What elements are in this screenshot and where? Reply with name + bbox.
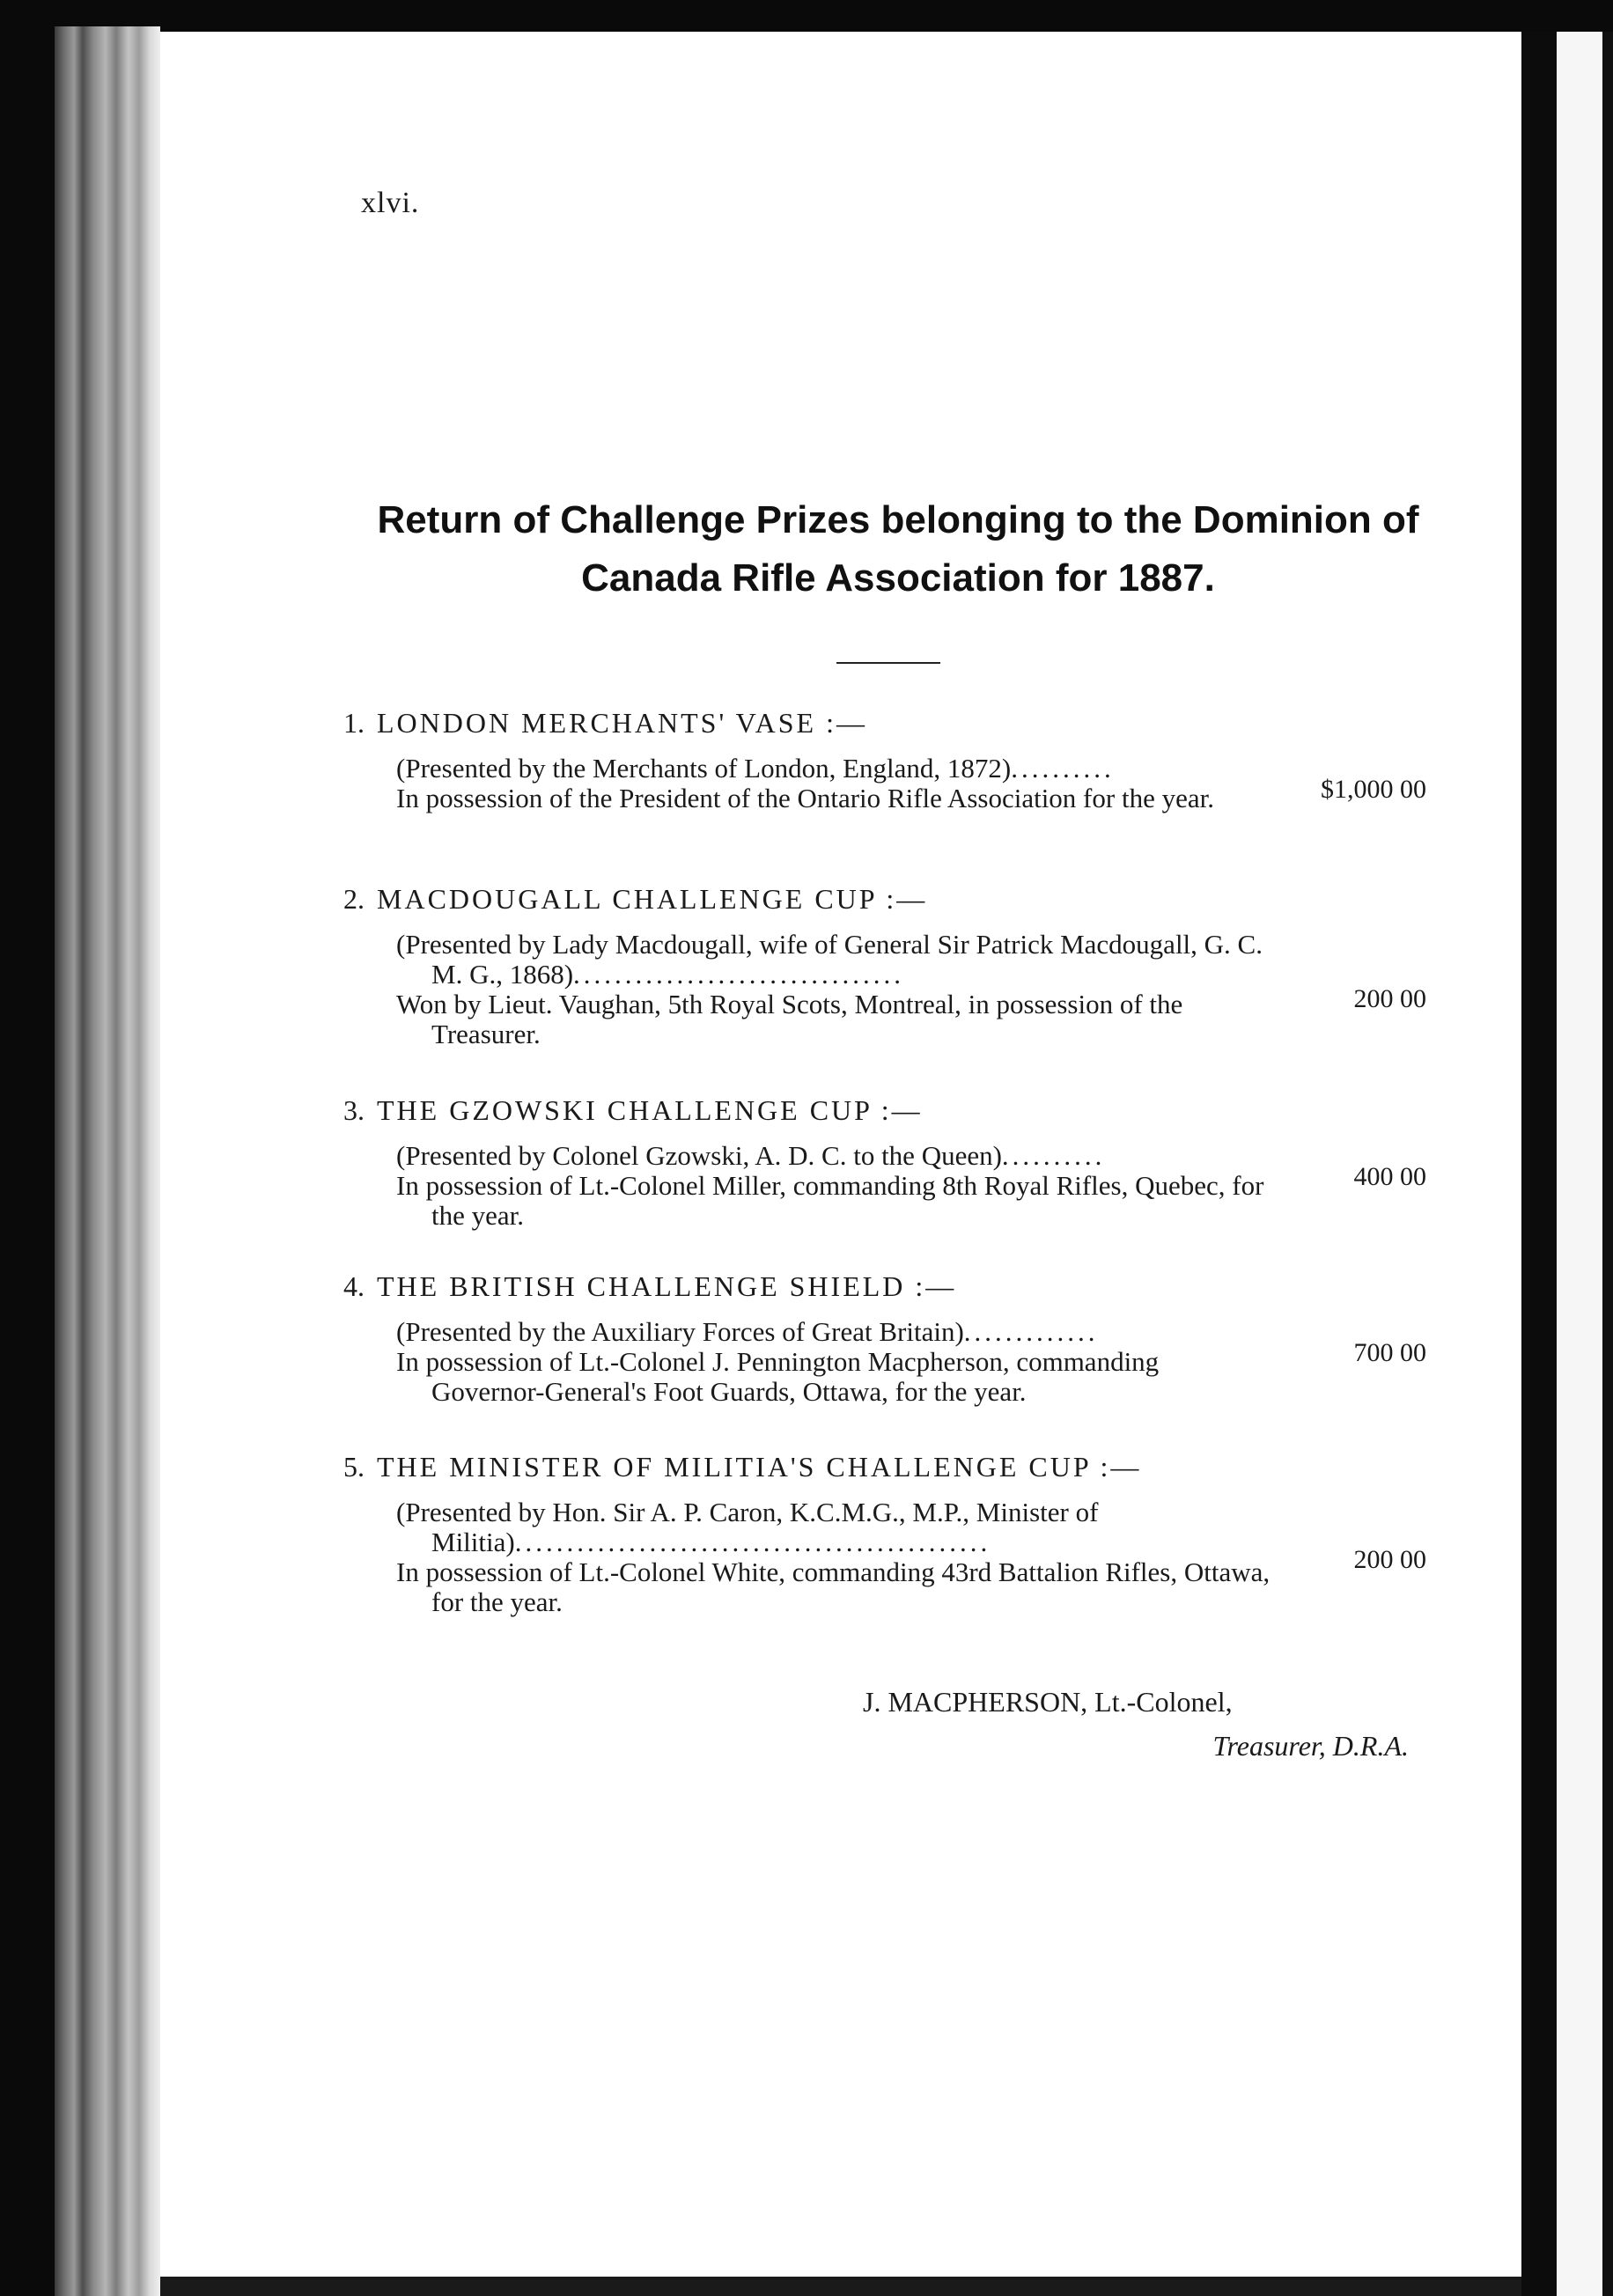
prize-entry: [343, 880, 1426, 1049]
prize-number: 1.: [343, 707, 365, 739]
prize-entry: [343, 1092, 1426, 1231]
prize-name: THE GZOWSKI CHALLENGE CUP :—: [377, 1094, 923, 1126]
leader-dots: ..........: [1011, 753, 1115, 784]
prize-value: $1,000 00: [1321, 775, 1426, 804]
leader-dots: .............: [963, 1316, 1099, 1347]
title-line-2: Canada Rifle Association for 1887.: [581, 556, 1215, 600]
book-spine-page-edges: [55, 26, 160, 2296]
scan-bottom-border: [160, 2277, 1521, 2296]
scan-left-border: [0, 0, 55, 2296]
signatory-title: Treasurer, D.R.A.: [1212, 1730, 1409, 1762]
prize-entry: [343, 1268, 1426, 1407]
prize-details: [396, 1498, 1277, 1617]
prize-value: 200 00: [1353, 1545, 1426, 1574]
signatory-name: J. MACPHERSON, Lt.-Colonel,: [863, 1686, 1233, 1718]
prize-presented-by: (Presented by Hon. Sir A. P. Caron, K.C.M.G., M.P., Minister of Militia)..............................................: [396, 1497, 1099, 1557]
scan-right-border: [1521, 32, 1557, 2296]
page-number: xlvi.: [361, 187, 420, 219]
prize-name: THE BRITISH CHALLENGE SHIELD :—: [377, 1270, 957, 1302]
leader-dots: ................................: [573, 959, 905, 990]
prize-name: THE MINISTER OF MILITIA'S CHALLENGE CUP :—: [377, 1451, 1142, 1483]
prize-presented-by: (Presented by the Merchants of London, England, 1872)..........: [396, 753, 1115, 784]
prize-value: 700 00: [1353, 1338, 1426, 1367]
prize-presented-by: (Presented by Colonel Gzowski, A. D. C. to the Queen)..........: [396, 1140, 1106, 1171]
prize-heading: [343, 1092, 1418, 1129]
prize-name: MACDOUGALL CHALLENGE CUP :—: [377, 883, 928, 915]
prize-value: 200 00: [1353, 984, 1426, 1013]
prize-heading: [343, 1448, 1418, 1485]
prize-possession: In possession of the President of the Ontario Rifle Association for the year.: [396, 783, 1214, 813]
prize-number: 5.: [343, 1451, 365, 1483]
prize-possession: In possession of Lt.-Colonel Miller, commanding 8th Royal Rifles, Quebec, for the year.: [396, 1170, 1264, 1231]
leader-dots: ..........: [1001, 1140, 1106, 1171]
prize-details: [396, 1317, 1277, 1407]
signature-block: [863, 1680, 1409, 1768]
title-line-1: Return of Challenge Prizes belonging to the Dominion of: [377, 498, 1419, 541]
prize-number: 2.: [343, 883, 365, 915]
prize-entry: [343, 704, 1426, 813]
title-divider: [836, 662, 940, 664]
prize-heading: [343, 704, 1418, 741]
prize-heading: [343, 1268, 1418, 1305]
prize-number: 4.: [343, 1270, 365, 1302]
prize-value: 400 00: [1353, 1162, 1426, 1191]
leader-dots: ..............................................: [514, 1527, 991, 1557]
prize-name: LONDON MERCHANTS' VASE :—: [377, 707, 867, 739]
prize-details: [396, 1141, 1277, 1231]
prize-details: [396, 754, 1277, 813]
prize-presented-by: (Presented by the Auxiliary Forces of Great Britain).............: [396, 1316, 1099, 1347]
prize-number: 3.: [343, 1094, 365, 1126]
prize-presented-by: (Presented by Lady Macdougall, wife of General Sir Patrick Macdougall, G. C. M. G., 1868)................................: [396, 929, 1263, 990]
prize-heading: [343, 880, 1418, 917]
prize-entry: [343, 1448, 1426, 1617]
prize-possession: Won by Lieut. Vaughan, 5th Royal Scots, Montreal, in possession of the Treasurer.: [396, 989, 1183, 1049]
scan-right-edge: [1602, 32, 1613, 2296]
prize-possession: In possession of Lt.-Colonel J. Pennington Macpherson, commanding Governor-General's Foot Guards, Ottawa, for the year.: [396, 1346, 1160, 1407]
page-title: [343, 491, 1453, 607]
prize-possession: In possession of Lt.-Colonel White, commanding 43rd Battalion Rifles, Ottawa, for the year.: [396, 1556, 1271, 1617]
scan-top-border: [0, 0, 1613, 32]
prize-details: [396, 930, 1277, 1049]
